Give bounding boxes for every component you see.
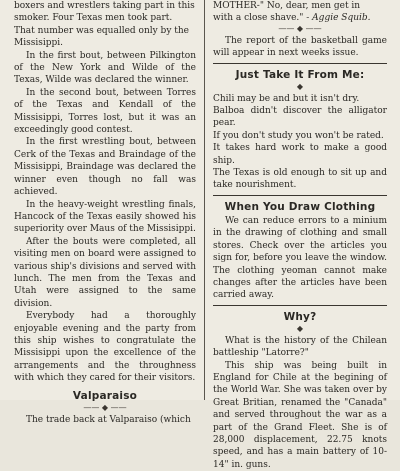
- heading-valparaiso: Valparaiso: [72, 389, 138, 402]
- column-divider: [204, 0, 205, 400]
- ornament-divider: ◆: [296, 323, 304, 333]
- top-line: smoker. Four Texas men took part.: [14, 13, 173, 24]
- top-line: boxers and wrestlers taking part in this: [14, 1, 195, 11]
- heading-why: Why?: [283, 310, 317, 323]
- clothing-paragraph: We can reduce errors to a minium in the drawing of clothing and small stores. Check over the articles you sign for, before you leave the window. The clothing yeoman cannot make changes after the articles have been carried away.: [213, 215, 387, 301]
- heading-clothing: When You Draw Clothing: [224, 200, 376, 213]
- paragraph-heavyweight: In the heavy-weight wrestling finals, Hancock of the Texas easily showed his superiority over Maus of the Missisippi.: [14, 199, 196, 235]
- section-rule: [213, 305, 387, 306]
- top-line: Missisippi.: [14, 38, 63, 49]
- heading-just-take-it: Just Take It From Me:: [235, 68, 365, 81]
- bottom-line: The trade back at Valparaiso (which: [26, 414, 191, 425]
- just-take-line: Balboa didn't discover the alligator pear.: [213, 106, 387, 129]
- section-rule: [213, 195, 387, 196]
- why-answer: This ship was being built in England for Chile at the begining of the World War. She was taken over by Great Britian, renamed the "Canada" and served throughout the war as a part of the Grand Fleet. She is of 28,000 displacement, 22.75 knots speed, and has a main battery of 10-14" in. guns.: [213, 360, 387, 470]
- quote-line: [213, 12, 387, 24]
- quote-attribution: - Aggie Squib.: [303, 13, 371, 24]
- ornament-divider: ◆: [296, 81, 304, 91]
- just-take-line: It takes hard work to make a good ship.: [213, 143, 387, 166]
- right-column: [213, 0, 387, 471]
- just-take-line: If you don't study you won't be rated.: [213, 130, 384, 141]
- basketball-note: The report of the basketball game will appear in next weeks issue.: [213, 35, 387, 59]
- paragraph-bout-2: In the second bout, between Torres of the Texas and Kendall of the Missisippi, Torres lost, but it was an exceedingly good contest.: [14, 87, 196, 136]
- just-take-line: The Texas is old enough to sit up and take nourishment.: [213, 168, 387, 191]
- just-take-line: Chili may be and but it isn't dry.: [213, 93, 360, 104]
- ornament-divider: —— ◆ ——: [278, 23, 322, 33]
- quote-line-2: with a close shave.": [213, 13, 304, 24]
- paragraph-after-bouts: After the bouts were completed, all visiting men on board were assigned to various ship's divisions and served with lunch. The men from the Texas and Utah were assigned to the same division.: [14, 236, 196, 309]
- ornament-divider: —— ◆ ——: [83, 402, 127, 412]
- paragraph-bout-1: In the first bout, between Pilkington of the New York and Wilde of the Texas, Wilde was declared the winner.: [14, 50, 196, 86]
- quote-line: MOTHER-" No, dear, men get in: [213, 1, 361, 11]
- paragraph-wrestling-1: In the first wrestling bout, between Cerk of the Texas and Braindage of the Missisippi, Braindage was declared the winner even though no fall was achieved.: [14, 137, 196, 198]
- section-rule: [213, 63, 387, 64]
- why-question: What is the history of the Chilean battleship "Latorre?": [213, 335, 387, 359]
- top-line: That number was equalled only by the: [14, 25, 190, 36]
- paragraph-everybody: Everybody had a thoroughly enjoyable evening and the party from this ship wishes to congratulate the Missisippi upon the excellence of the arrangements and the throughness with which they cared for their visitors.: [14, 311, 196, 384]
- left-column: [14, 0, 196, 426]
